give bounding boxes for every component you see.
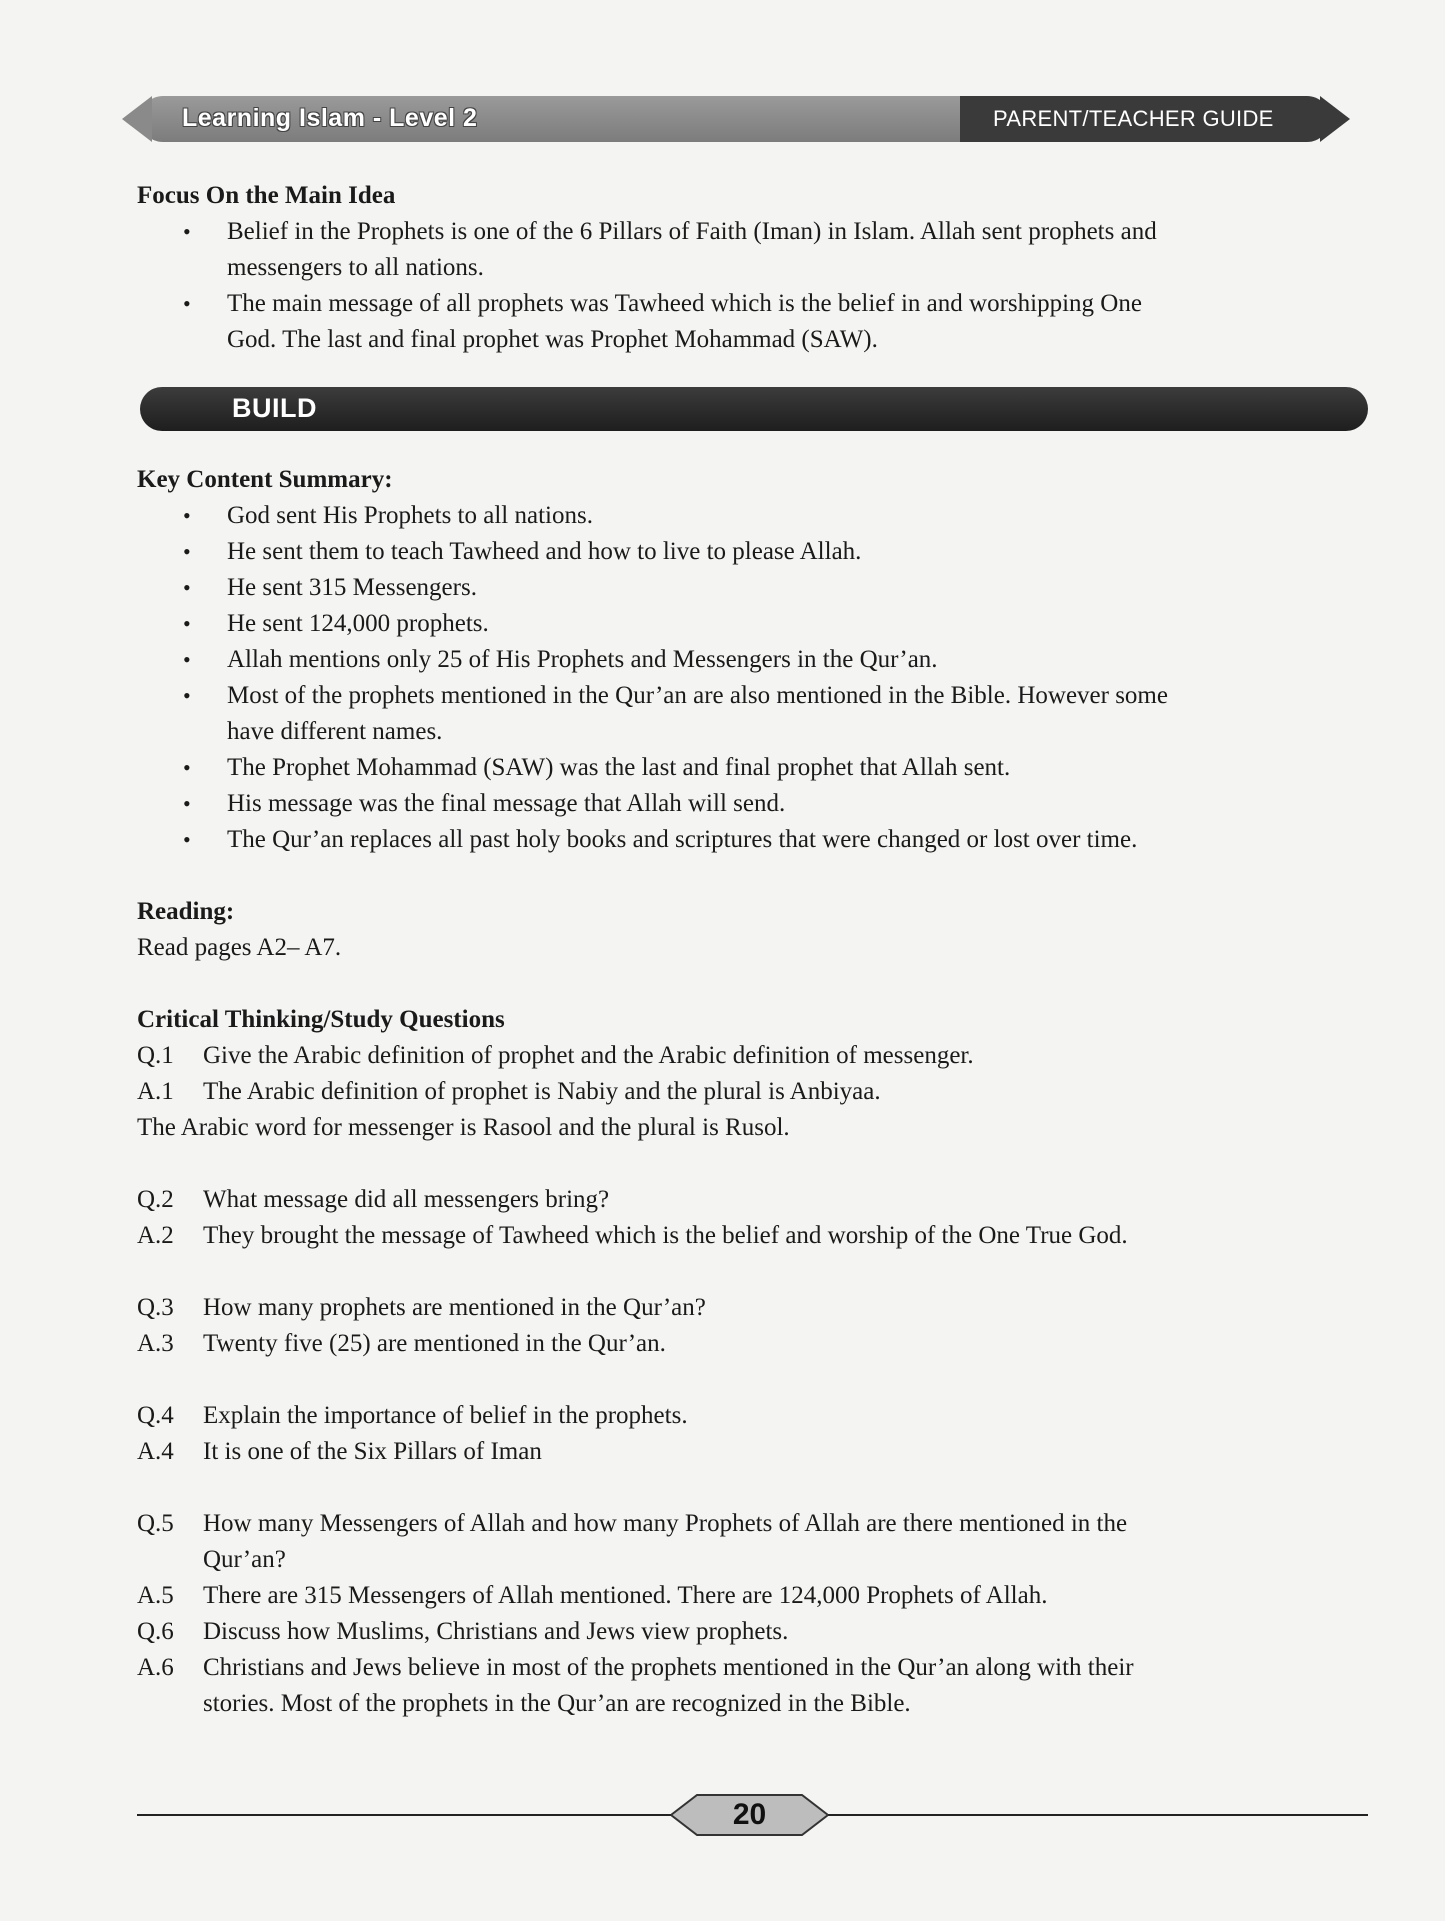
question-6: Q.6 Discuss how Muslims, Christians and Jews view prophets. <box>137 1618 789 1645</box>
question-4: Q.4 Explain the importance of belief in the prophets. <box>137 1402 688 1429</box>
summary-bullet-list <box>137 498 1357 858</box>
question-3: Q.3 How many prophets are mentioned in the Qur’an? <box>137 1294 706 1321</box>
banner-right-arrow-icon <box>1320 96 1350 142</box>
list-item: • The Qur’an replaces all past holy books and scriptures that were changed or lost over time. <box>137 822 1357 858</box>
reading-heading: Reading: <box>137 898 235 925</box>
build-label: BUILD <box>232 393 317 423</box>
question-2: Q.2 What message did all messengers bring? <box>137 1186 610 1213</box>
header-banner <box>140 96 1330 142</box>
list-item: • The main message of all prophets was Tawheed which is the belief in and worshipping One God. The last and final prophet was Prophet Mohammad (SAW). <box>137 286 1357 358</box>
list-item: • Most of the prophets mentioned in the Qur’an are also mentioned in the Bible. However some have different names. <box>137 678 1357 750</box>
footer-rule-left <box>137 1814 671 1816</box>
answer-2: A.2 They brought the message of Tawheed which is the belief and worship of the One True God. <box>137 1222 1128 1249</box>
answer-6: A.6 Christians and Jews believe in most of the prophets mentioned in the Qur’an along with their stories. Most of the prophets in the Qur’an are recognized in the Bible. <box>137 1654 1134 1717</box>
summary-section <box>137 462 1357 1722</box>
answer-3: A.3 Twenty five (25) are mentioned in the Qur’an. <box>137 1330 666 1357</box>
answer-4: A.4 It is one of the Six Pillars of Iman <box>137 1438 542 1465</box>
summary-heading: Key Content Summary: <box>137 466 393 493</box>
list-item: • He sent 315 Messengers. <box>137 570 1357 606</box>
question-5: Q.5 How many Messengers of Allah and how many Prophets of Allah are there mentioned in the Qur’an? <box>137 1510 1128 1573</box>
page-number: 20 <box>732 1798 767 1831</box>
focus-heading: Focus On the Main Idea <box>137 182 396 209</box>
banner-left-arrow-icon <box>122 96 152 142</box>
answer-5: A.5 There are 315 Messengers of Allah mentioned. There are 124,000 Prophets of Allah. <box>137 1582 1048 1609</box>
focus-bullet-list <box>137 214 1357 358</box>
footer-rule-right <box>828 1814 1368 1816</box>
answer-1: A.1 The Arabic definition of prophet is Nabiy and the plural is Anbiyaa. <box>137 1078 881 1105</box>
list-item: • Allah mentions only 25 of His Prophets and Messengers in the Qur’an. <box>137 642 1357 678</box>
reading-text: Read pages A2– A7. <box>137 934 342 961</box>
guide-label: PARENT/TEACHER GUIDE <box>993 106 1274 131</box>
list-item: • He sent them to teach Tawheed and how to live to please Allah. <box>137 534 1357 570</box>
list-item: • God sent His Prophets to all nations. <box>137 498 1357 534</box>
answer-1-extra: The Arabic word for messenger is Rasool and the plural is Rusol. <box>137 1114 790 1141</box>
build-section-bar <box>140 387 1368 431</box>
list-item: • He sent 124,000 prophets. <box>137 606 1357 642</box>
list-item: • His message was the final message that Allah will send. <box>137 786 1357 822</box>
focus-section <box>137 178 1357 358</box>
questions-heading: Critical Thinking/Study Questions <box>137 1006 505 1033</box>
question-1: Q.1 Give the Arabic definition of prophet and the Arabic definition of messenger. <box>137 1042 974 1069</box>
page-number-badge <box>671 1792 828 1838</box>
list-item: • The Prophet Mohammad (SAW) was the last and final prophet that Allah sent. <box>137 750 1357 786</box>
list-item: • Belief in the Prophets is one of the 6 Pillars of Faith (Iman) in Islam. Allah sent prophets and messengers to all nations. <box>137 214 1357 286</box>
book-title: Learning Islam - Level 2 <box>182 104 478 132</box>
